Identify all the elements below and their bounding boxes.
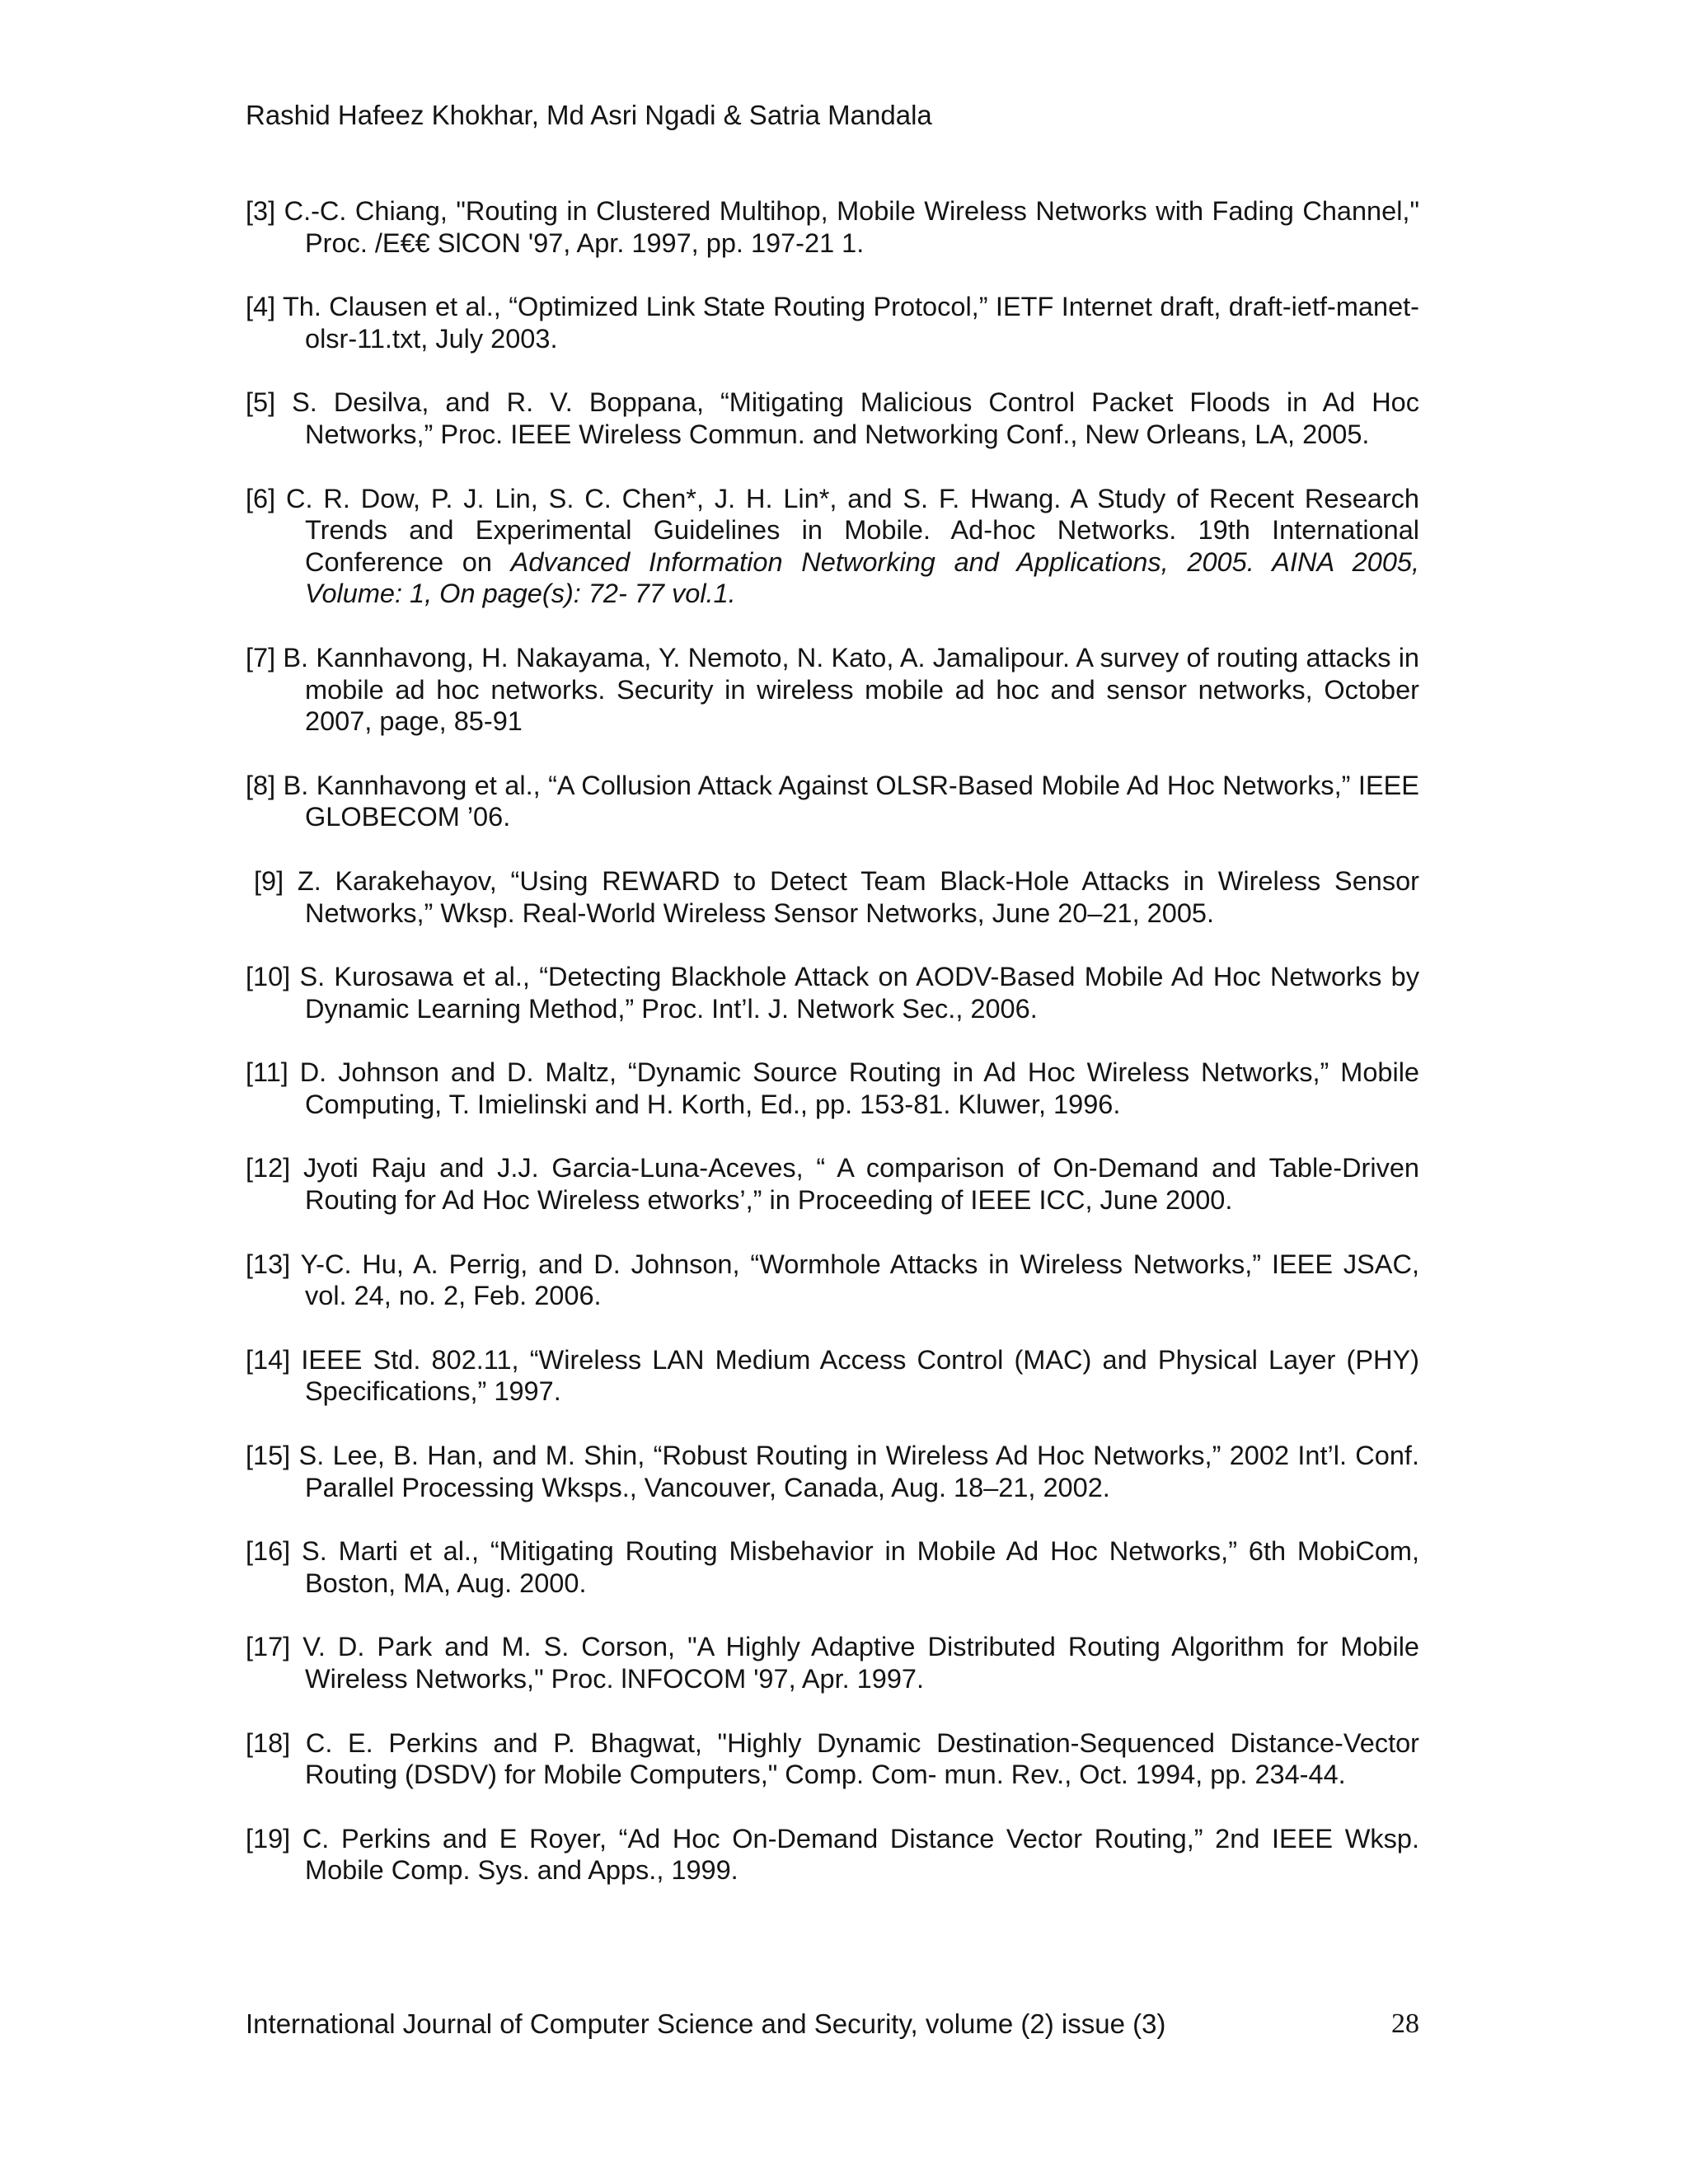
reference-item (246, 483, 1419, 610)
reference-item: [16] S. Marti et al., “Mitigating Routing Misbehavior in Mobile Ad Hoc Networks,” 6th MobiCom, Boston, MA, Aug. 2000. (246, 1536, 1419, 1598)
reference-text: [6] C. R. Dow, P. J. Lin, S. C. Chen*, J. H. Lin*, and S. F. Hwang. A Study of Recent Research Trends and Experimental Guidelines in Mobile. Ad-hoc Networks. 19th International Conference on (246, 483, 1419, 577)
reference-item: [14] IEEE Std. 802.11, “Wireless LAN Medium Access Control (MAC) and Physical Layer (PHY) Specifications,” 1997. (246, 1344, 1419, 1407)
reference-item: [5] S. Desilva, and R. V. Boppana, “Mitigating Malicious Control Packet Floods in Ad Hoc Networks,” Proc. IEEE Wireless Commun. and Networking Conf., New Orleans, LA, 2005. (246, 387, 1419, 449)
page-number: 28 (1391, 2008, 1419, 2039)
running-header-authors: Rashid Hafeez Khokhar, Md Asri Ngadi & Satria Mandala (246, 100, 932, 130)
footer-journal-citation: International Journal of Computer Science and Security, volume (2) issue (3) (246, 2008, 1166, 2039)
reference-item: [3] C.-C. Chiang, "Routing in Clustered Multihop, Mobile Wireless Networks with Fading Channel," Proc. /E€€ SlCON '97, Apr. 1997, pp. 197-21 1. (246, 196, 1419, 258)
reference-item: [13] Y-C. Hu, A. Perrig, and D. Johnson, “Wormhole Attacks in Wireless Networks,” IEEE JSAC, vol. 24, no. 2, Feb. 2006. (246, 1249, 1419, 1311)
reference-list (246, 195, 1419, 1919)
reference-item: [10] S. Kurosawa et al., “Detecting Blackhole Attack on AODV-Based Mobile Ad Hoc Networks by Dynamic Learning Method,” Proc. Int’l. J. Network Sec., 2006. (246, 962, 1419, 1024)
reference-item: [11] D. Johnson and D. Maltz, “Dynamic Source Routing in Ad Hoc Wireless Networks,” Mobile Computing, T. Imielinski and H. Korth, Ed., pp. 153-81. Kluwer, 1996. (246, 1057, 1419, 1119)
reference-item: [17] V. D. Park and M. S. Corson, "A Highly Adaptive Distributed Routing Algorithm for Mobile Wireless Networks," Proc. lNFOCOM '97, Apr. 1997. (246, 1632, 1419, 1694)
reference-item: [19] C. Perkins and E Royer, “Ad Hoc On-Demand Distance Vector Routing,” 2nd IEEE Wksp. Mobile Comp. Sys. and Apps., 1999. (246, 1823, 1419, 1886)
page-footer (246, 2006, 1419, 2042)
reference-item: [9] Z. Karakehayov, “Using REWARD to Detect Team Black-Hole Attacks in Wireless Sensor Networks,” Wksp. Real-World Wireless Sensor Networks, June 20–21, 2005. (254, 865, 1419, 928)
reference-venue-italic: Advanced Information Networking and Applications, 2005. AINA 2005, Volume: 1, On page(s): 72- 77 vol.1. (305, 546, 1419, 609)
reference-item: [12] Jyoti Raju and J.J. Garcia-Luna-Aceves, “ A comparison of On-Demand and Table-Driven Routing for Ad Hoc Wireless etworks’,” in Proceeding of IEEE ICC, June 2000. (246, 1153, 1419, 1216)
reference-item: [15] S. Lee, B. Han, and M. Shin, “Robust Routing in Wireless Ad Hoc Networks,” 2002 Int’l. Conf. Parallel Processing Wksps., Vancouver, Canada, Aug. 18–21, 2002. (246, 1441, 1419, 1502)
reference-item: [8] B. Kannhavong et al., “A Collusion Attack Against OLSR-Based Mobile Ad Hoc Networks,” IEEE GLOBECOM ’06. (246, 770, 1419, 832)
reference-item: [18] C. E. Perkins and P. Bhagwat, "Highly Dynamic Destination-Sequenced Distance-Vector Routing (DSDV) for Mobile Computers," Comp. Com- mun. Rev., Oct. 1994, pp. 234-44. (246, 1727, 1419, 1790)
reference-item: [4] Th. Clausen et al., “Optimized Link State Routing Protocol,” IETF Internet draft, draft-ietf-manet-olsr-11.txt, July 2003. (246, 292, 1419, 354)
reference-item: [7] B. Kannhavong, H. Nakayama, Y. Nemoto, N. Kato, A. Jamalipour. A survey of routing attacks in mobile ad hoc networks. Security in wireless mobile ad hoc and sensor networks, October 2007, page, 85-91 (246, 642, 1419, 737)
